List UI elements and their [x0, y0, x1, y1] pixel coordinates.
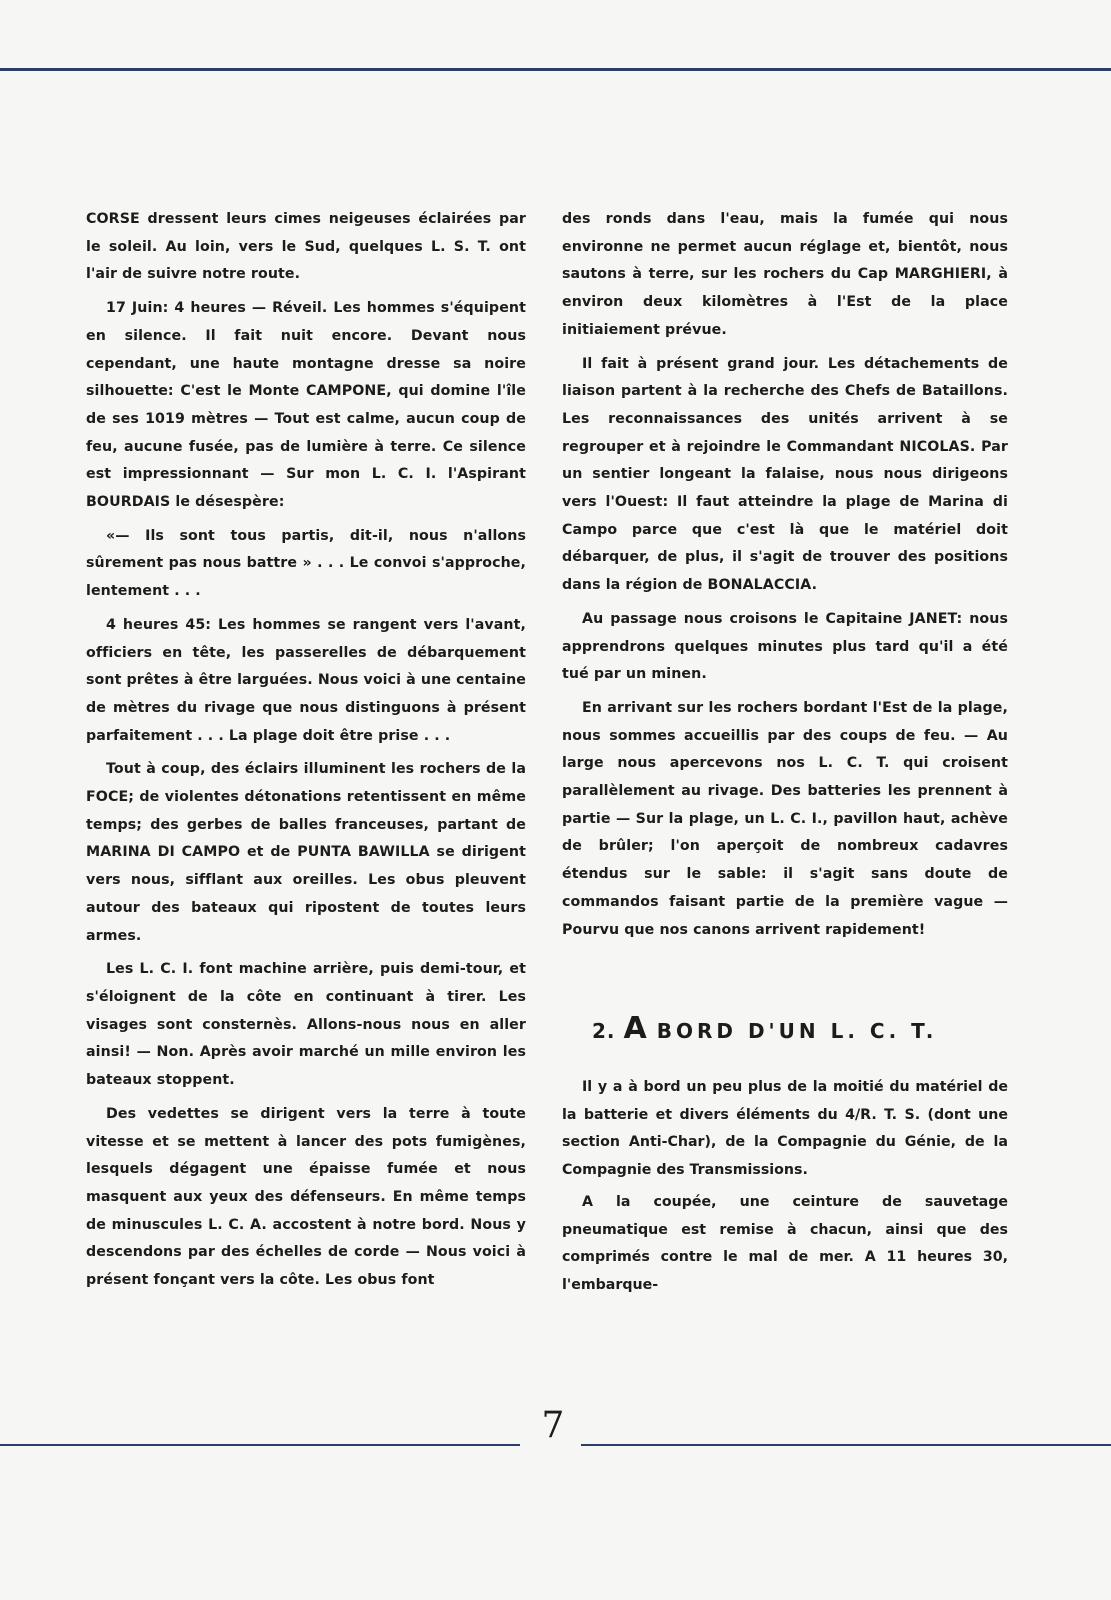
paragraph: A la coupée, une ceinture de sauvetage pneumatique est remise à chacun, ainsi que des comprimés contre le mal de mer. A 11 heures 30, l'embarque- — [562, 1193, 1008, 1293]
left-column — [86, 206, 526, 1301]
paragraph: Il y a à bord un peu plus de la moitié du matériel de la batterie et divers éléments du 4/R. T. S. (dont une section Anti-Char), de la Compagnie du Génie, de la Compagnie des Transmissions. — [562, 1079, 1008, 1179]
paragraph: En arrivant sur les rochers bordant l'Est de la plage, nous sommes accueillis par des coups de feu. — Au large nous apercevons nos L. C. T. qui croisent parallèlement au rivage. Des batteries les prennent à partie — Sur la plage, un L. C. I., pavillon haut, achève de brûler; l'on aperçoit de nombreux cadavres étendus sur le sable: il s'agit sans doute de commandos faisant partie de la première vague — Pourvu que nos canons arrivent rapidement! — [562, 699, 1008, 938]
section-number: 2. — [592, 1019, 616, 1043]
right-column — [562, 206, 1008, 950]
paragraph: «— Ils sont tous partis, dit-il, nous n'allons sûrement pas nous battre » . . . Le convoi s'approche, lentement . . . — [86, 527, 526, 600]
section-title-rest: BORD D'UN L. C. T. — [656, 1019, 938, 1043]
footer-rule-left — [0, 1444, 520, 1446]
paragraph: CORSE dressent leurs cimes neigeuses éclairées par le soleil. Au loin, vers le Sud, quelques L. S. T. ont l'air de suivre notre route. — [86, 211, 526, 283]
page-number: 7 — [541, 1405, 565, 1446]
paragraph: Tout à coup, des éclairs illuminent les rochers de la FOCE; de violentes détonations retentissent en même temps; des gerbes de balles franceuses, partant de MARINA DI CAMPO et de PUNTA BAWILLA se dirigent vers nous, sifflant aux oreilles. Les obus pleuvent autour des bateaux qui ripostent de toutes leurs armes. — [86, 761, 526, 944]
section-initial: A — [623, 1011, 647, 1046]
top-rule — [0, 68, 1111, 71]
paragraph: 4 heures 45: Les hommes se rangent vers l'avant, officiers en tête, les passerelles de débarquement sont prêtes à être larguées. Nous voici à une centaine de mètres du rivage que nous distinguons à présent parfaitement . . . La plage doit être prise . . . — [86, 616, 526, 744]
paragraph: Les L. C. I. font machine arrière, puis demi-tour, et s'éloignent de la côte en continuant à tirer. Les visages sont consternès. Allons-nous nous en aller ainsi! — Non. Après avoir marché un mille environ les bateaux stoppent. — [86, 961, 526, 1089]
paragraph: Des vedettes se dirigent vers la terre à toute vitesse et se mettent à lancer des pots fumigènes, lesquels dégagent une épaisse fumée et nous masquent aux yeux des défenseurs. En même temps de minuscules L. C. A. accostent à notre bord. Nous y descendons par des échelles de corde — Nous voici à présent fonçant vers la côte. Les obus font — [86, 1105, 526, 1289]
paragraph: 17 Juin: 4 heures — Réveil. Les hommes s'équipent en silence. Il fait nuit encore. Devant nous cependant, une haute montagne dresse sa noire silhouette: C'est le Monte CAMPONE, qui domine l'île de ses 1019 mètres — Tout est calme, aucun coup de feu, aucune fusée, pas de lumière à terre. Ce silence est impressionnant — Sur mon L. C. I. l'Aspirant BOURDAIS le désespère: — [86, 300, 526, 511]
footer-rule-right — [581, 1444, 1111, 1446]
paragraph: Au passage nous croisons le Capitaine JANET: nous apprendrons quelques minutes plus tard qu'il a été tué par un minen. — [562, 610, 1008, 683]
paragraph: Il fait à présent grand jour. Les détachements de liaison partent à la recherche des Chefs de Bataillons. Les reconnaissances des unités arrivent à se regrouper et à rejoindre le Commandant NICOLAS. Par un sentier longeant la falaise, nous nous dirigeons vers l'Ouest: Il faut atteindre la plage de Marina di Campo parce que c'est là que le matériel doit débarquer, de plus, il s'agit de trouver des positions dans la région de BONALACCIA. — [562, 355, 1008, 594]
section-body — [562, 1074, 1008, 1304]
section-heading — [592, 1011, 937, 1046]
paragraph: des ronds dans l'eau, mais la fumée qui nous environne ne permet aucun réglage et, bientôt, nous sautons à terre, sur les rochers du Cap MARGHIERI, à environ deux kilomètres à l'Est de la place initiaiement prévue. — [562, 211, 1008, 338]
